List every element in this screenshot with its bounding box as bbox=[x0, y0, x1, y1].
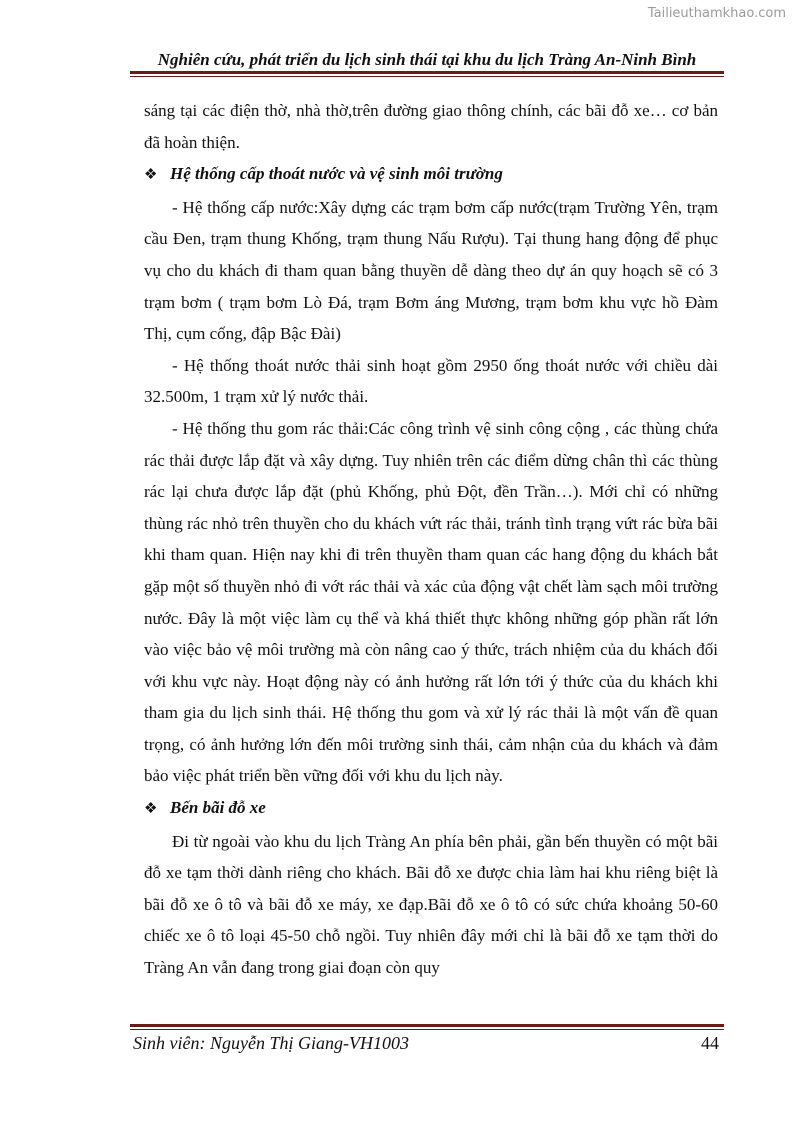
header-rule-thick bbox=[130, 71, 724, 74]
paragraph-continuation: sáng tại các điện thờ, nhà thờ,trên đường giao thông chính, các bãi đỗ xe… cơ bản đã hoàn thiện. bbox=[144, 101, 718, 152]
header-rule-thin bbox=[130, 76, 724, 77]
section-heading-parking-text: Bến bãi đỗ xe bbox=[170, 798, 266, 818]
footer-rule-thick bbox=[130, 1024, 724, 1027]
paragraph-drainage: - Hệ thống thoát nước thải sinh hoạt gồm 2950 ống thoát nước với chiều dài 32.500m, 1 trạm xử lý nước thải. bbox=[144, 355, 718, 407]
paragraph-waste-collection: - Hệ thống thu gom rác thải:Các công trình vệ sinh công cộng , các thùng chứa rác thải được lắp đặt và xây dựng. Tuy nhiên trên các điểm dừng chân thì các thùng rác lại chưa được lắp đặt (phủ Khống, phủ Đột, đền Trần…). Mới chỉ có những thùng rác nhỏ trên thuyền cho du khách vứt rác thải, tránh tình trạng vứt rác bừa bãi khi tham quan. Hiện nay khi đi trên thuyền tham quan các hang động du khách bắt gặp một số thuyền nhỏ đi vớt rác thải và xác của động vật chết làm sạch môi trường nước. Đây là một việc làm cụ thể và khá thiết thực không những góp phần rất lớn vào việc bảo vệ môi trường mà còn nâng cao ý thức, trách nhiệm của du khách đối với khu vực này. Hoạt động này có ảnh hưởng rất lớn tới ý thức của du khách khi tham gia du lịch sinh thái. Hệ thống thu gom và xử lý rác thải là một vấn đề quan trọng, có ảnh hưởng lớn đến môi trường sinh thái, cảm nhận của du khách và đảm bảo việc phát triển bền vững đối với khu du lịch này. bbox=[144, 418, 718, 786]
diamond-bullet-icon: ❖ bbox=[144, 167, 158, 184]
diamond-bullet-icon: ❖ bbox=[144, 801, 158, 818]
section-heading-water bbox=[144, 158, 718, 192]
watermark: Tailieuthamkhao.com bbox=[647, 6, 786, 21]
paragraph-water-supply: - Hệ thống cấp nước:Xây dựng các trạm bơm cấp nước(trạm Trường Yên, trạm cầu Đen, trạm thung Khống, trạm thung Nấu Rượu). Tại thung hang động để phục vụ cho du khách đi tham quan bằng thuyền dễ dàng theo dự án quy hoạch sẽ có 3 trạm bơm ( trạm bơm Lò Đá, trạm Bơm áng Mương, trạm bơm khu vực hồ Đàm Thị, cụm cống, đập Bậc Đài) bbox=[144, 197, 718, 344]
page-body bbox=[144, 95, 718, 984]
running-header: Nghiên cứu, phát triển du lịch sinh thái tại khu du lịch Tràng An-Ninh Bình bbox=[157, 50, 697, 69]
paragraph-parking: Đi từ ngoài vào khu du lịch Tràng An phía bên phải, gần bến thuyền có một bãi đỗ xe tạm thời dành riêng cho khách. Bãi đỗ xe được chia làm hai khu riêng biệt là bãi đỗ xe ô tô và bãi đỗ xe máy, xe đạp.Bãi đỗ xe ô tô có sức chứa khoảng 50-60 chiếc xe ô tô loại 45-50 chỗ ngồi. Tuy nhiên đây mới chỉ là bãi đỗ xe tạm thời do Tràng An vẫn đang trong giai đoạn còn quy bbox=[144, 831, 718, 978]
page-number: 44 bbox=[701, 1033, 719, 1053]
footer-rule-thin bbox=[130, 1029, 724, 1030]
footer-student: Sinh viên: Nguyễn Thị Giang-VH1003 bbox=[133, 1033, 409, 1053]
section-heading-water-text: Hệ thống cấp thoát nước và vệ sinh môi trường bbox=[170, 164, 503, 184]
page-footer bbox=[133, 1033, 719, 1054]
section-heading-parking bbox=[144, 792, 718, 826]
